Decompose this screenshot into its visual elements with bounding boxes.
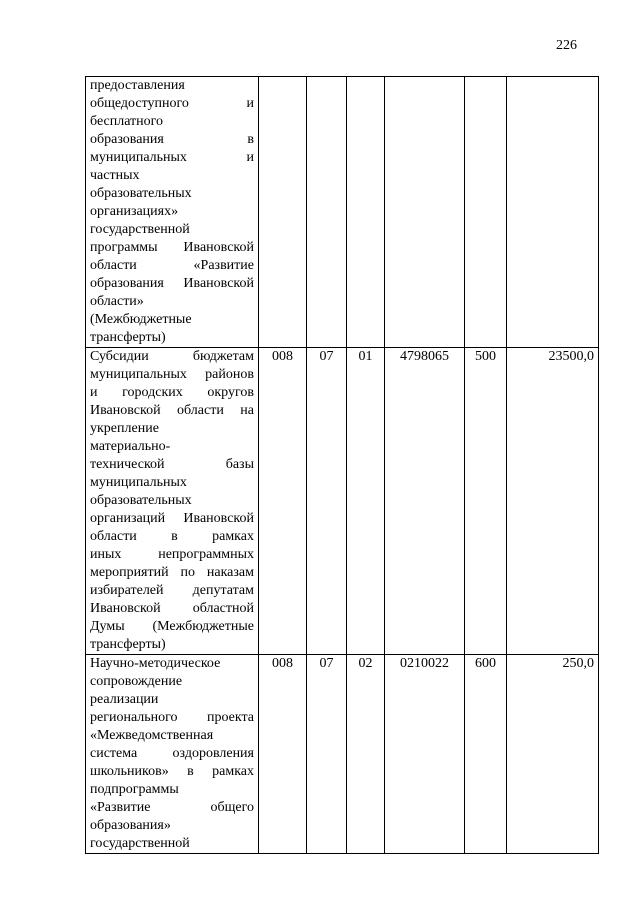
department-code-cell xyxy=(259,77,307,348)
expense-name-line: муниципальных xyxy=(90,475,187,490)
expense-name-line: Ивановской области на xyxy=(90,403,254,418)
expense-name-cell xyxy=(86,655,259,854)
expense-name-line: система оздоровления xyxy=(90,746,254,761)
department-code-cell: 008 xyxy=(259,655,307,854)
section-cell: 07 xyxy=(307,655,347,854)
section-cell: 07 xyxy=(307,348,347,655)
expense-type-cell: 600 xyxy=(465,655,507,854)
expense-name-line: «Межведомственная xyxy=(90,728,214,743)
subsection-cell xyxy=(347,77,385,348)
amount-cell xyxy=(507,77,599,348)
expense-name-line: бесплатного xyxy=(90,114,164,129)
target-article-cell: 4798065 xyxy=(385,348,465,655)
expense-name-line: частных xyxy=(90,168,140,183)
expense-name-line: организациях» xyxy=(90,204,179,219)
expense-name-line: укрепление xyxy=(90,421,159,436)
expense-name-line: Думы (Межбюджетные xyxy=(90,619,254,634)
expense-name-line: Научно-методическое xyxy=(90,656,221,671)
section-cell xyxy=(307,77,347,348)
expense-name-line: образовательных xyxy=(90,186,192,201)
expense-name-line: области в рамках xyxy=(90,529,254,544)
amount-cell: 23500,0 xyxy=(507,348,599,655)
expense-name-line: области» xyxy=(90,294,144,309)
expense-name-line: технической базы xyxy=(90,457,254,472)
expense-name-line: трансферты) xyxy=(90,637,166,652)
expense-name-line: программы Ивановской xyxy=(90,240,254,255)
expense-name-line: школьников» в рамках xyxy=(90,764,254,779)
expense-name-line: регионального проекта xyxy=(90,710,254,725)
expense-name-line: избирателей депутатам xyxy=(90,583,254,598)
budget-table xyxy=(85,76,599,854)
expense-name-line: мероприятий по наказам xyxy=(90,565,254,580)
expense-name-line: и городских округов xyxy=(90,385,254,400)
expense-name-cell xyxy=(86,77,259,348)
expense-name-line: Ивановской областной xyxy=(90,601,254,616)
expense-name-line: Субсидии бюджетам xyxy=(90,349,254,364)
expense-name-line: муниципальных районов xyxy=(90,367,254,382)
expense-name-line: подпрограммы xyxy=(90,782,179,797)
expense-name-line: (Межбюджетные xyxy=(90,312,192,327)
expense-name-line: «Развитие общего xyxy=(90,800,254,815)
expense-name-line: государственной xyxy=(90,222,190,237)
expense-name-line: реализации xyxy=(90,692,159,707)
expense-name-line: муниципальных и xyxy=(90,150,254,165)
expense-name-line: образования Ивановской xyxy=(90,276,254,291)
expense-name-line: трансферты) xyxy=(90,330,166,345)
subsection-cell: 01 xyxy=(347,348,385,655)
target-article-cell: 0210022 xyxy=(385,655,465,854)
expense-name-cell xyxy=(86,348,259,655)
target-article-cell xyxy=(385,77,465,348)
expense-name-line: области «Развитие xyxy=(90,258,254,273)
expense-name-line: сопровождение xyxy=(90,674,183,689)
page-number: 226 xyxy=(556,38,577,53)
expense-name-line: государственной xyxy=(90,836,190,851)
table-row xyxy=(86,655,599,854)
table-row xyxy=(86,77,599,348)
expense-name-line: общедоступного и xyxy=(90,96,254,111)
amount-cell: 250,0 xyxy=(507,655,599,854)
expense-name-line: материально- xyxy=(90,439,171,454)
expense-name-line: образования» xyxy=(90,818,171,833)
budget-table-body xyxy=(86,77,599,854)
expense-type-cell: 500 xyxy=(465,348,507,655)
expense-name-line: образования в xyxy=(90,132,254,147)
expense-name-line: организаций Ивановской xyxy=(90,511,254,526)
expense-type-cell xyxy=(465,77,507,348)
table-row xyxy=(86,348,599,655)
expense-name-line: иных непрограммных xyxy=(90,547,254,562)
department-code-cell: 008 xyxy=(259,348,307,655)
expense-name-line: предоставления xyxy=(90,78,185,93)
subsection-cell: 02 xyxy=(347,655,385,854)
expense-name-line: образовательных xyxy=(90,493,192,508)
